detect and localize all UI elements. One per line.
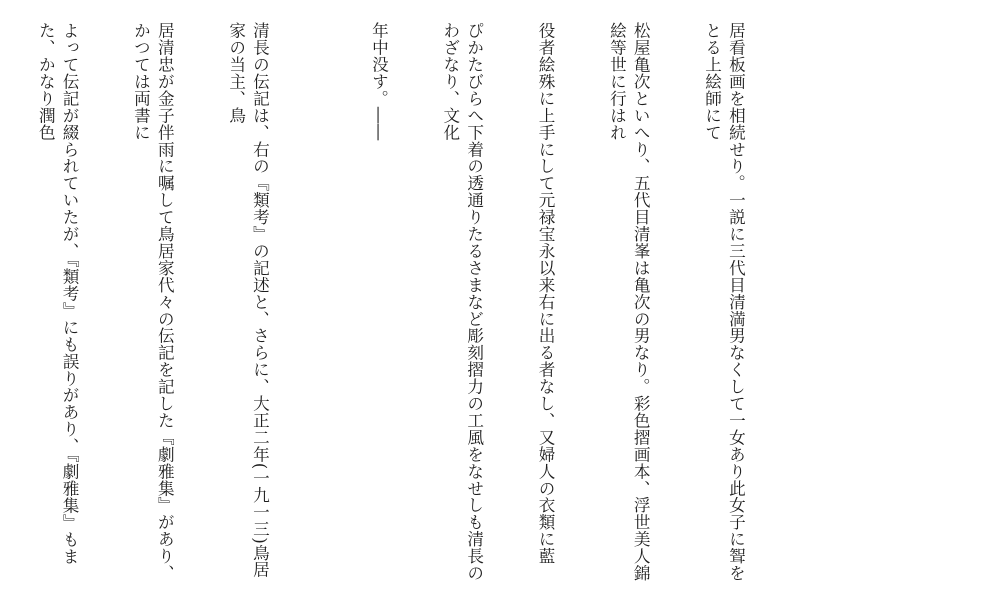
- text-line: ぴかたびらへ下着の透通りたるさまなど彫刻摺力の工風をなせしも清長のわざなり、文化: [440, 22, 484, 582]
- text-line: 年中没す。――: [369, 22, 389, 141]
- vertical-text-body: [0, 22, 795, 590]
- text-line: 居清忠が金子伴雨に嘱して鳥居家代々の伝記を記した『劇雅集』があり、かつては両書に: [131, 22, 175, 582]
- text-line: 松屋亀次といへり、五代目清峯は亀次の男なり。彩色摺画本、浮世美人錦絵等世に行はれ: [607, 22, 651, 582]
- text-line: よって伝記が綴られていたが、『類考』にも誤りがあり、『劇雅集』もまた、かなり潤色: [36, 22, 80, 565]
- text-line: 役者絵殊に上手にして元禄宝永以来右に出る者なし、又婦人の衣類に藍: [536, 22, 556, 565]
- text-line: 居看板画を相続せり。一説に三代目清満男なくして一女あり此女子に聟をとる上絵師にて: [702, 22, 746, 582]
- text-line: 清長の伝記は、右の『類考』の記述と、さらに、大正二年(一九一三)鳥居家の当主、鳥: [226, 22, 270, 579]
